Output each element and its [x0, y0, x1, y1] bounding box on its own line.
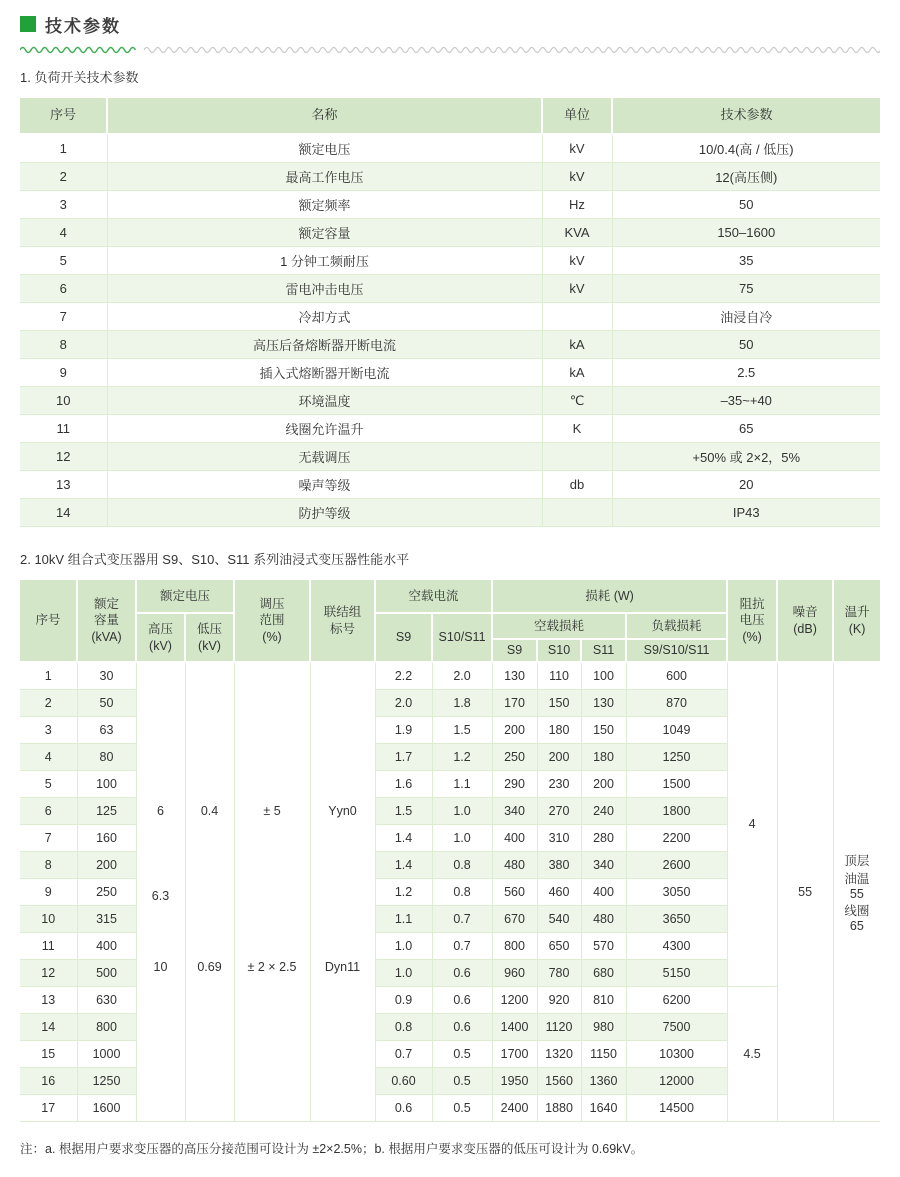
cell: db: [542, 471, 612, 499]
cell: 340: [492, 797, 537, 824]
cell: 6: [20, 797, 77, 824]
cell: 1.7: [375, 743, 432, 770]
cell: 1200: [492, 986, 537, 1013]
cell: 980: [581, 1013, 626, 1040]
cell: 9: [20, 878, 77, 905]
cell: 250: [77, 878, 136, 905]
cell: 63: [77, 716, 136, 743]
cell: 650: [537, 932, 581, 959]
cell: 50: [77, 689, 136, 716]
cell: 780: [537, 959, 581, 986]
cell: 1250: [77, 1067, 136, 1094]
cell: 50: [612, 331, 880, 359]
page-title: 技术参数: [45, 16, 121, 36]
t2-header-capacity: 额定 容量 (kVA): [77, 579, 136, 662]
vector-group-merged-cell-value: Dyn11: [324, 960, 361, 975]
cell: 1150: [581, 1040, 626, 1067]
cell: 315: [77, 905, 136, 932]
cell: 290: [492, 770, 537, 797]
cell: 340: [581, 851, 626, 878]
table1-row: [20, 415, 880, 443]
cell: 7: [20, 824, 77, 851]
hv-merged-cell-value: 6.3: [151, 889, 170, 904]
cell: 12: [20, 443, 107, 471]
table1-row: [20, 191, 880, 219]
cell: 250: [492, 743, 537, 770]
t2-header-vector-group: 联结组 标号: [310, 579, 375, 662]
cell: 960: [492, 959, 537, 986]
cell: 400: [492, 824, 537, 851]
cell: 3650: [626, 905, 727, 932]
cell: 1500: [626, 770, 727, 797]
cell: 1.4: [375, 851, 432, 878]
cell: +50% 或 2×2，5%: [612, 443, 880, 471]
cell: 0.7: [432, 905, 492, 932]
cell: 2400: [492, 1094, 537, 1121]
cell: 10: [20, 387, 107, 415]
cell: 130: [492, 662, 537, 689]
cell: 150: [537, 689, 581, 716]
green-square-icon: [20, 16, 36, 32]
cell: 4: [20, 219, 107, 247]
cell: 870: [626, 689, 727, 716]
cell: 310: [537, 824, 581, 851]
cell: 100: [581, 662, 626, 689]
cell: 0.8: [375, 1013, 432, 1040]
table1-header-row: [20, 97, 880, 134]
cell: 1.1: [375, 905, 432, 932]
t1-header-unit: 单位: [542, 97, 612, 134]
table1-row: [20, 471, 880, 499]
cell: kV: [542, 163, 612, 191]
cell: 0.5: [432, 1040, 492, 1067]
t2-header-no-load-loss: 空载损耗: [492, 613, 626, 639]
cell: 480: [492, 851, 537, 878]
cell: 560: [492, 878, 537, 905]
cell: 11: [20, 415, 107, 443]
transformer-performance-table: [20, 578, 880, 1122]
section1-title: 1. 负荷开关技术参数: [20, 70, 139, 85]
cell: kV: [542, 134, 612, 163]
table1-row: [20, 303, 880, 331]
cell: 3050: [626, 878, 727, 905]
hv-merged-cell-value: 10: [153, 960, 168, 975]
cell: 1.0: [375, 932, 432, 959]
cell: 2.2: [375, 662, 432, 689]
cell: 14500: [626, 1094, 727, 1121]
footnote: 注：a. 根据用户要求变压器的高压分接范围可设计为 ±2×2.5%；b. 根据用户要求变压器的低压可设计为 0.69kV。: [20, 1141, 644, 1156]
t2-header-load-loss: 负载损耗: [626, 613, 727, 639]
cell: 9: [20, 359, 107, 387]
cell: 50: [612, 191, 880, 219]
cell: –35~+40: [612, 387, 880, 415]
cell: 雷电冲击电压: [107, 275, 542, 303]
table1-row: [20, 499, 880, 527]
cell: 570: [581, 932, 626, 959]
cell: 1: [20, 134, 107, 163]
t2-header-s9-current: S9: [375, 613, 432, 662]
noise-merged-cell: 55: [777, 662, 833, 1121]
cell: 13: [20, 986, 77, 1013]
cell: 无载调压: [107, 443, 542, 471]
cell: 2.0: [432, 662, 492, 689]
cell: 30: [77, 662, 136, 689]
cell: 200: [492, 716, 537, 743]
cell: 冷却方式: [107, 303, 542, 331]
cell: 35: [612, 247, 880, 275]
cell: 2.5: [612, 359, 880, 387]
cell: 0.8: [432, 878, 492, 905]
t2-header-noise: 噪音 (dB): [777, 579, 833, 662]
impedance-cell-1: 4: [727, 662, 777, 986]
cell: 600: [626, 662, 727, 689]
cell: 14: [20, 1013, 77, 1040]
cell: kV: [542, 275, 612, 303]
temp-rise-merged-cell: 顶层 油温 55 线圈 65: [833, 662, 880, 1121]
t1-header-value: 技术参数: [612, 97, 880, 134]
cell: 1.4: [375, 824, 432, 851]
lv-merged-cell-value: 0.4: [200, 803, 219, 818]
load-switch-params-table: [20, 96, 880, 527]
table1-row: [20, 275, 880, 303]
t2-header-s9s10s11-loss: S9/S10/S11: [626, 639, 727, 662]
cell: K: [542, 415, 612, 443]
t2-header-impedance: 阻抗 电压 (%): [727, 579, 777, 662]
cell: 125: [77, 797, 136, 824]
table1-row: [20, 443, 880, 471]
cell: 7: [20, 303, 107, 331]
section2-title: 2. 10kV 组合式变压器用 S9、S10、S11 系列油浸式变压器性能水平: [20, 552, 410, 567]
cell: 1: [20, 662, 77, 689]
cell: 环境温度: [107, 387, 542, 415]
cell: 630: [77, 986, 136, 1013]
cell: 1950: [492, 1067, 537, 1094]
cell: 1.2: [375, 878, 432, 905]
cell: 1049: [626, 716, 727, 743]
cell: 5: [20, 247, 107, 275]
cell: 160: [77, 824, 136, 851]
cell: 插入式熔断器开断电流: [107, 359, 542, 387]
cell: Hz: [542, 191, 612, 219]
cell: 100: [77, 770, 136, 797]
cell: 800: [492, 932, 537, 959]
cell: 8: [20, 331, 107, 359]
cell: 1.0: [375, 959, 432, 986]
table2-header-row1: [20, 579, 880, 613]
lv-merged-cell: [185, 662, 234, 1121]
cell: 1600: [77, 1094, 136, 1121]
cell: 12(高压侧): [612, 163, 880, 191]
cell: 0.7: [375, 1040, 432, 1067]
cell: 1 分钟工频耐压: [107, 247, 542, 275]
cell: 1.0: [432, 797, 492, 824]
table1-row: [20, 163, 880, 191]
cell: 240: [581, 797, 626, 824]
cell: [542, 303, 612, 331]
cell: 8: [20, 851, 77, 878]
cell: 1000: [77, 1040, 136, 1067]
t2-header-no: 序号: [20, 579, 77, 662]
t2-header-no-load-current: 空载电流: [375, 579, 492, 613]
cell: 10300: [626, 1040, 727, 1067]
cell: 0.6: [432, 986, 492, 1013]
cell: 1.5: [432, 716, 492, 743]
cell: 6: [20, 275, 107, 303]
cell: 1.8: [432, 689, 492, 716]
wave-gray: [144, 48, 880, 53]
cell: 噪声等级: [107, 471, 542, 499]
cell: 额定电压: [107, 134, 542, 163]
cell: 150: [581, 716, 626, 743]
cell: 2200: [626, 824, 727, 851]
cell: 0.6: [432, 1013, 492, 1040]
cell: 500: [77, 959, 136, 986]
cell: 10/0.4(高 / 低压): [612, 134, 880, 163]
cell: 75: [612, 275, 880, 303]
cell: 额定容量: [107, 219, 542, 247]
hv-merged-cell-value: 6: [157, 803, 164, 818]
cell: 3: [20, 716, 77, 743]
cell: 80: [77, 743, 136, 770]
cell: 170: [492, 689, 537, 716]
t2-header-tap-range: 调压 范围 (%): [234, 579, 310, 662]
cell: 400: [581, 878, 626, 905]
cell: kV: [542, 247, 612, 275]
cell: 线圈允许温升: [107, 415, 542, 443]
cell: [542, 443, 612, 471]
cell: 270: [537, 797, 581, 824]
cell: 4: [20, 743, 77, 770]
t2-header-s10-loss: S10: [537, 639, 581, 662]
cell: 额定频率: [107, 191, 542, 219]
cell: 1250: [626, 743, 727, 770]
cell: 110: [537, 662, 581, 689]
vector-group-merged-cell-value: Yyn0: [328, 803, 357, 818]
cell: 0.5: [432, 1067, 492, 1094]
cell: 200: [77, 851, 136, 878]
cell: ℃: [542, 387, 612, 415]
cell: 230: [537, 770, 581, 797]
table1-row: [20, 219, 880, 247]
cell: 0.6: [432, 959, 492, 986]
cell: 1.2: [432, 743, 492, 770]
vector-group-merged-cell: [310, 662, 375, 1121]
cell: kA: [542, 359, 612, 387]
table1-row: [20, 359, 880, 387]
cell: 200: [581, 770, 626, 797]
cell: 1360: [581, 1067, 626, 1094]
cell: 11: [20, 932, 77, 959]
cell: 1640: [581, 1094, 626, 1121]
lv-merged-cell-value: 0.69: [197, 960, 222, 975]
t2-header-lv: 低压 (kV): [185, 613, 234, 662]
cell: 180: [537, 716, 581, 743]
cell: 920: [537, 986, 581, 1013]
cell: 1400: [492, 1013, 537, 1040]
cell: 670: [492, 905, 537, 932]
cell: 17: [20, 1094, 77, 1121]
table1-row: [20, 331, 880, 359]
cell: 最高工作电压: [107, 163, 542, 191]
cell: 1.1: [432, 770, 492, 797]
t1-header-no: 序号: [20, 97, 107, 134]
cell: 0.7: [432, 932, 492, 959]
cell: 7500: [626, 1013, 727, 1040]
cell: 0.5: [432, 1094, 492, 1121]
cell: 6200: [626, 986, 727, 1013]
cell: 0.60: [375, 1067, 432, 1094]
cell: 130: [581, 689, 626, 716]
t2-header-loss: 损耗 (W): [492, 579, 727, 613]
cell: 0.6: [375, 1094, 432, 1121]
table1-row: [20, 387, 880, 415]
cell: 1120: [537, 1013, 581, 1040]
cell: 12: [20, 959, 77, 986]
cell: 13: [20, 471, 107, 499]
wavy-divider-svg: [20, 44, 880, 54]
cell: 150–1600: [612, 219, 880, 247]
t2-header-s9-loss: S9: [492, 639, 537, 662]
cell: 0.8: [432, 851, 492, 878]
cell: IP43: [612, 499, 880, 527]
cell: 1800: [626, 797, 727, 824]
cell: 460: [537, 878, 581, 905]
t2-header-s10s11-current: S10/S11: [432, 613, 492, 662]
cell: 540: [537, 905, 581, 932]
cell: 10: [20, 905, 77, 932]
tap-range-merged-cell-value: ± 2 × 2.5: [247, 960, 297, 975]
cell: 680: [581, 959, 626, 986]
cell: 1.0: [432, 824, 492, 851]
cell: [542, 499, 612, 527]
cell: 16: [20, 1067, 77, 1094]
cell: 180: [581, 743, 626, 770]
wavy-divider: [20, 41, 880, 51]
cell: kA: [542, 331, 612, 359]
cell: 380: [537, 851, 581, 878]
cell: 400: [77, 932, 136, 959]
t2-header-temp-rise: 温升 (K): [833, 579, 880, 662]
cell: KVA: [542, 219, 612, 247]
cell: 1320: [537, 1040, 581, 1067]
cell: 1880: [537, 1094, 581, 1121]
cell: 油浸自冷: [612, 303, 880, 331]
cell: 800: [77, 1013, 136, 1040]
cell: 4300: [626, 932, 727, 959]
cell: 1.9: [375, 716, 432, 743]
cell: 1.5: [375, 797, 432, 824]
cell: 2: [20, 689, 77, 716]
cell: 200: [537, 743, 581, 770]
cell: 1560: [537, 1067, 581, 1094]
cell: 810: [581, 986, 626, 1013]
cell: 12000: [626, 1067, 727, 1094]
cell: 高压后备熔断器开断电流: [107, 331, 542, 359]
cell: 0.9: [375, 986, 432, 1013]
page-header: [20, 12, 880, 36]
tap-range-merged-cell: [234, 662, 310, 1121]
cell: 65: [612, 415, 880, 443]
cell: 1.6: [375, 770, 432, 797]
wave-green: [20, 48, 136, 53]
table2-row: [20, 662, 880, 689]
t2-header-s11-loss: S11: [581, 639, 626, 662]
t2-header-rated-voltage: 额定电压: [136, 579, 234, 613]
cell: 2: [20, 163, 107, 191]
cell: 14: [20, 499, 107, 527]
tap-range-merged-cell-value: ± 5: [263, 803, 281, 818]
cell: 3: [20, 191, 107, 219]
cell: 1700: [492, 1040, 537, 1067]
cell: 防护等级: [107, 499, 542, 527]
t2-header-hv: 高压 (kV): [136, 613, 185, 662]
cell: 480: [581, 905, 626, 932]
cell: 5150: [626, 959, 727, 986]
cell: 280: [581, 824, 626, 851]
cell: 2600: [626, 851, 727, 878]
hv-merged-cell: [136, 662, 185, 1121]
cell: 20: [612, 471, 880, 499]
impedance-cell-2: 4.5: [727, 986, 777, 1121]
cell: 5: [20, 770, 77, 797]
cell: 15: [20, 1040, 77, 1067]
table1-row: [20, 247, 880, 275]
table1-row: [20, 134, 880, 163]
cell: 2.0: [375, 689, 432, 716]
t1-header-name: 名称: [107, 97, 542, 134]
